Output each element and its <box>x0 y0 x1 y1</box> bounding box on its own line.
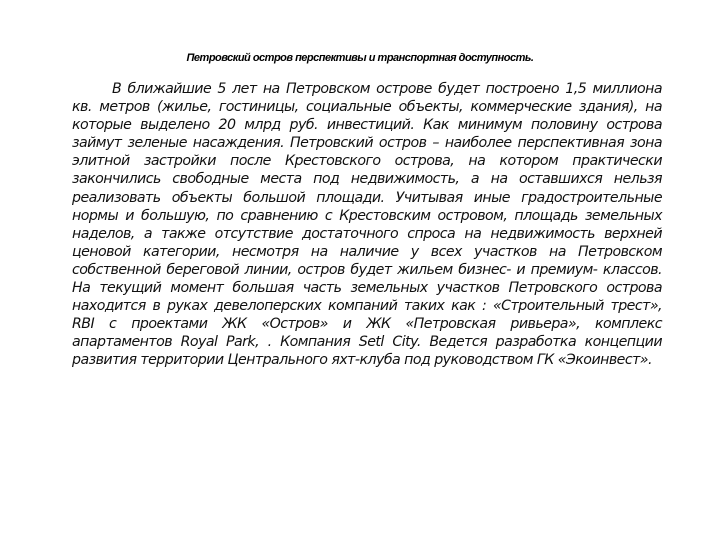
slide-title: Петровский остров перспективы и транспортная доступность. <box>186 52 534 64</box>
body-paragraph: В ближайшие 5 лет на Петровском острове будет построено 1,5 миллиона кв. метров (жилье, гостиницы, социальные объекты, коммерческие здания), на которые выделено 20 млрд руб. инвестиций. Как минимум половину острова займут зеленые насаждения. Петровский остров – наиболее перспективная зона элитной застройки после Крестовского острова, на котором практически закончились свободные места под недвижимость, а на оставшихся нельзя реализовать объекты большой площади. Учитывая иные градостроительные нормы и большую, по сравнению с Крестовским островом, площадь земельных наделов, а также отсутствие достаточного спроса на недвижимость верхней ценовой категории, несмотря на наличие у всех участков на Петровском собственной береговой линии, остров будет жильем бизнес- и премиум- классов. На текущий момент большая часть земельных участков Петровского острова находится в руках девелоперских компаний таких как : «Строительный трест», RBI с проектами ЖК «Остров» и ЖК «Петровская ривьера», комплекс апартаментов Royal Park, . Компания Setl City. Ведется разработка концепции развития территории Центрального яхт-клуба под руководством ГК «Экоинвест». <box>72 81 662 369</box>
